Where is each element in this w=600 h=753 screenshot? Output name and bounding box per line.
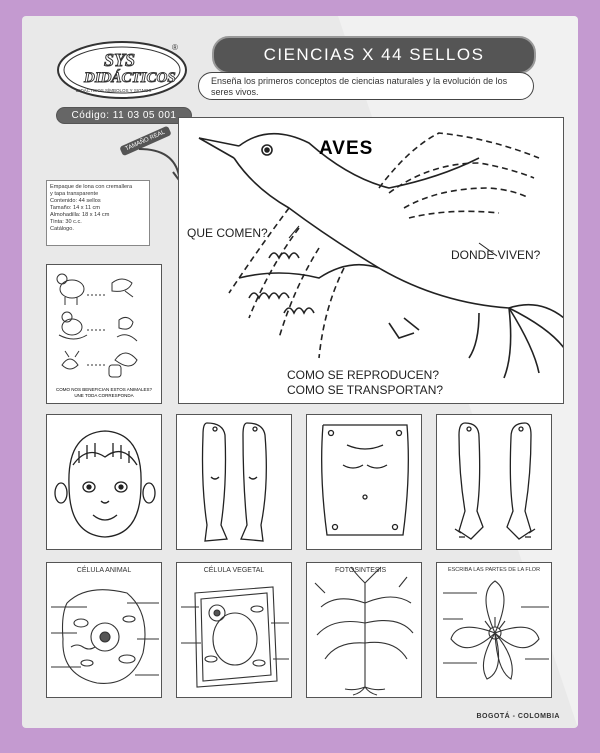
flower-illustration bbox=[437, 563, 552, 698]
plant-cell-stamp-card bbox=[176, 562, 292, 698]
footer-location: BOGOTÁ - COLOMBIA bbox=[476, 713, 560, 720]
product-specs bbox=[46, 180, 150, 246]
card-label: FOTOSINTESIS bbox=[335, 567, 387, 574]
question-transport: COMO SE TRANSPORTAN? bbox=[287, 383, 444, 397]
spec-line: y tapa transparente bbox=[50, 191, 99, 197]
plant-cell-illustration bbox=[177, 563, 292, 698]
animal-cell-illustration bbox=[47, 563, 162, 698]
animals-caption: COMO NOS BENEFICIAN ESTOS ANIMALES? UNE TODA CORRESPONDA bbox=[56, 387, 152, 398]
logo-line2: DIDÁCTICOS bbox=[84, 70, 176, 86]
animal-cell-stamp-card bbox=[46, 562, 162, 698]
size-tag: TAMAÑO REAL bbox=[119, 126, 171, 157]
flower-parts-stamp-card bbox=[436, 562, 552, 698]
question-reproduction: COMO SE REPRODUCEN? bbox=[287, 368, 440, 382]
spec-line: Almohadilla: 18 x 14 cm bbox=[50, 212, 110, 218]
card-label: CÉLULA ANIMAL bbox=[76, 567, 132, 574]
product-code: Código: 11 03 05 001 bbox=[56, 107, 192, 124]
spec-line: Contenido: 44 sellos bbox=[50, 198, 101, 204]
card-title: AVES bbox=[319, 138, 374, 159]
photosynthesis-illustration bbox=[307, 563, 422, 698]
animals-stamp-card bbox=[46, 264, 162, 404]
spec-line: Catálogo. bbox=[50, 226, 74, 232]
logo-line1: SYS bbox=[104, 50, 136, 70]
catalog-sheet bbox=[22, 16, 578, 728]
question-what-they-eat: QUE COMEN? bbox=[187, 226, 268, 240]
face-stamp-card bbox=[46, 414, 162, 550]
animals-illustration bbox=[47, 265, 162, 404]
torso-stamp-card bbox=[306, 414, 422, 550]
spec-line: Tamaño: 14 x 11 cm bbox=[50, 205, 100, 211]
bird-stamp-card bbox=[178, 117, 564, 404]
product-description: Enseña los primeros conceptos de ciencias naturales y la evolución de los seres vivos. bbox=[198, 72, 534, 100]
logo-registered: ® bbox=[172, 43, 178, 52]
legs-illustration bbox=[177, 415, 292, 550]
page-title: CIENCIAS X 44 SELLOS bbox=[212, 36, 536, 74]
spec-line: Tinta: 30 c.c. bbox=[50, 219, 82, 225]
legs-stamp-card bbox=[176, 414, 292, 550]
brand-logo bbox=[54, 36, 192, 102]
arms-illustration bbox=[437, 415, 552, 550]
spec-line: Empaque de lona con cremallera bbox=[50, 184, 133, 190]
logo-subtitle: DIDÁCTICOS SÍMBOLOS Y SIGNOS bbox=[76, 88, 152, 93]
card-label: ESCRIBA LAS PARTES DE LA FLOR bbox=[447, 567, 541, 573]
card-label: CÉLULA VEGETAL bbox=[203, 567, 265, 574]
photosynthesis-stamp-card bbox=[306, 562, 422, 698]
arms-stamp-card bbox=[436, 414, 552, 550]
question-where-they-live: DONDE VIVEN? bbox=[451, 248, 541, 262]
torso-illustration bbox=[307, 415, 422, 550]
child-face-illustration bbox=[47, 415, 162, 550]
